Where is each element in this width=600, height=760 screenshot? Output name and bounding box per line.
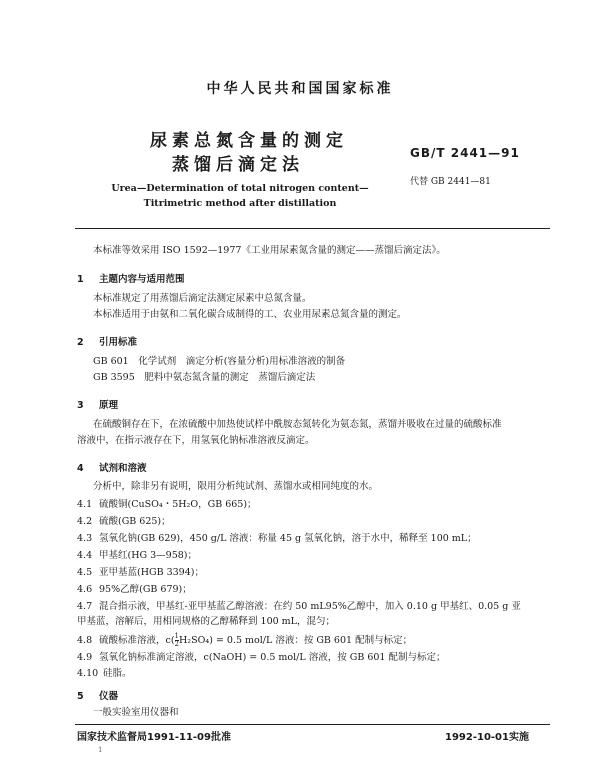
section-title: 原理 (99, 400, 119, 411)
implementation-date: 1992-10-01实施 (445, 732, 529, 743)
reagent-4-9 (77, 651, 445, 665)
item-number: 4.3 (77, 533, 93, 544)
reagent-4-8 (77, 633, 412, 648)
section-3-paragraph-1: 在硫酸铜存在下，在浓硫酸中加热使试样中酰胺态氮转化为氨态氮，蒸馏并吸收在过量的硫酸标准 (93, 419, 502, 430)
reagent-4-5 (77, 566, 204, 580)
chinese-title-line2: 蒸馏后滴定法 (172, 155, 304, 175)
section-number: 5 (77, 691, 84, 702)
english-title-line2: Titrimetric method after distillation (143, 198, 337, 209)
fraction-denominator: 2 (174, 640, 179, 648)
item-text: 甲基红(HG 3—958)； (99, 550, 197, 561)
item-text: 亚甲基蓝(HGB 3394)； (99, 567, 204, 578)
fraction-numerator: 1 (174, 632, 179, 640)
section-3-paragraph-2: 溶液中，在指示液存在下，用氢氧化钠标准溶液反滴定。 (77, 435, 315, 446)
approval-date: 国家技术监督局1991-11-09批准 (77, 732, 231, 743)
section-number: 2 (77, 337, 84, 348)
item-number: 4.7 (77, 601, 93, 612)
section-title: 引用标准 (99, 337, 138, 348)
item-text: 硫酸(GB 625)； (99, 516, 171, 527)
section-number: 4 (77, 463, 84, 474)
page-number: 1 (98, 746, 103, 754)
item-text: 混合指示液，甲基红-亚甲基蓝乙醇溶液：在约 50 mL95%乙醇中，加入 0.10 g 甲基红、0.05 g 亚 (99, 601, 521, 612)
item-number: 4.4 (77, 550, 93, 561)
item-text: 硫酸标准溶液，c( (99, 635, 175, 646)
section-4-intro: 分析中，除非另有说明，限用分析纯试剂、蒸馏水或相同纯度的水。 (93, 481, 379, 492)
item-number: 4.10 (77, 668, 99, 679)
reagent-4-6 (77, 583, 192, 597)
item-number: 4.8 (77, 635, 93, 646)
section-1-paragraph-2: 本标准适用于由氨和二氧化碳合成制得的工、农业用尿素总氮含量的测定。 (93, 309, 407, 320)
item-text-continued: H₂SO₄) = 0.5 mol/L 溶液：按 GB 601 配制与标定； (179, 635, 413, 646)
section-4-heading (77, 460, 147, 474)
reagent-4-10 (77, 667, 132, 681)
standard-number: GB/T 2441—91 (410, 146, 520, 160)
item-number: 4.2 (77, 516, 93, 527)
item-number: 4.6 (77, 584, 93, 595)
section-5-heading (77, 688, 118, 702)
reagent-4-4 (77, 549, 197, 563)
item-number: 4.1 (77, 499, 93, 510)
item-text: 硫酸铜(CuSO₄・5H₂O，GB 665)； (99, 499, 257, 510)
section-title: 试剂和溶液 (99, 463, 147, 474)
item-number: 4.5 (77, 567, 93, 578)
reagent-4-3 (77, 532, 477, 546)
standard-title: 中华人民共和国国家标准 (206, 81, 394, 97)
english-title-line1: Urea—Determination of total nitrogen content— (111, 183, 369, 194)
item-text: 氢氧化钠标准滴定溶液，c(NaOH) = 0.5 mol/L 溶液，按 GB 601 配制与标定； (99, 652, 446, 663)
section-number: 1 (77, 274, 84, 285)
reagent-4-2 (77, 515, 171, 529)
section-number: 3 (77, 400, 84, 411)
reference-gb3595: GB 3595 肥料中氨态氮含量的测定 蒸馏后滴定法 (93, 372, 316, 383)
replaces-note: 代替 GB 2441—81 (410, 177, 491, 187)
section-title: 主题内容与适用范围 (99, 274, 185, 285)
chinese-title-line1: 尿素总氮含量的测定 (150, 131, 348, 151)
section-1-paragraph-1: 本标准规定了用蒸馏后滴定法测定尿素中总氮含量。 (93, 293, 312, 304)
item-number: 4.9 (77, 652, 93, 663)
footer-divider (75, 724, 550, 725)
reagent-4-1 (77, 498, 257, 512)
reagent-4-7 (77, 600, 521, 614)
reagent-4-7-continued: 甲基蓝，溶解后，用相同规格的乙醇稀释到 100 mL，混匀； (77, 616, 335, 627)
item-text: 95%乙醇(GB 679)； (99, 584, 192, 595)
section-3-heading (77, 397, 118, 411)
intro-paragraph: 本标准等效采用 ISO 1592—1977《工业用尿素氮含量的测定——蒸馏后滴定法》。 (93, 245, 446, 256)
reference-gb601: GB 601 化学试剂 滴定分析(容量分析)用标准溶液的制备 (93, 356, 346, 367)
item-text: 硅脂。 (103, 668, 132, 679)
header-divider (75, 228, 550, 229)
section-2-heading (77, 334, 137, 348)
section-title: 仪器 (99, 691, 119, 702)
section-1-heading (77, 271, 185, 285)
section-5-paragraph: 一般实验室用仪器和 (93, 707, 179, 718)
item-text: 氢氧化钠(GB 629)，450 g/L 溶液：称量 45 g 氢氧化钠，溶于水中，稀释至 100 mL； (99, 533, 477, 544)
